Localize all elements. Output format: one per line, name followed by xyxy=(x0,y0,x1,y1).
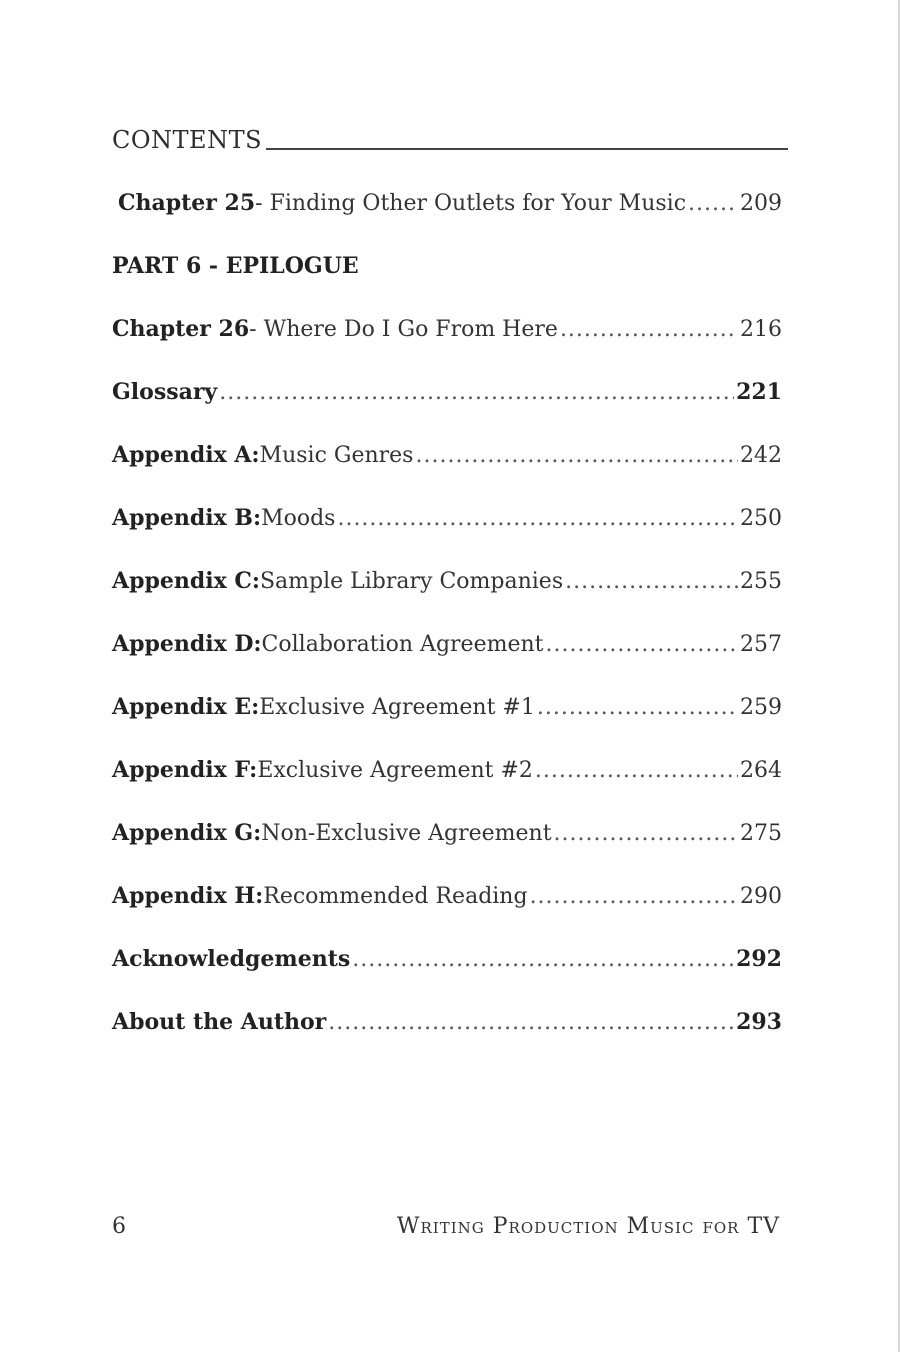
toc-entry-label: Appendix A: xyxy=(112,442,260,468)
toc-entry-appendix-c[interactable] xyxy=(112,563,782,599)
toc-entry-appendix-a[interactable] xyxy=(112,437,782,473)
toc-entry-appendix-f[interactable] xyxy=(112,752,782,788)
toc-entry-label: Appendix G: xyxy=(112,820,262,846)
dot-leader xyxy=(219,375,734,411)
toc-entry-page: 290 xyxy=(740,884,782,909)
toc-entry-page: 209 xyxy=(740,191,782,216)
toc-entry-label: About the Author xyxy=(112,1009,327,1035)
toc-entry-acknowledgements[interactable] xyxy=(112,941,782,977)
part-heading: PART 6 - EPILOGUE xyxy=(112,253,359,279)
header-rule xyxy=(266,148,788,150)
toc-entry-page: 257 xyxy=(740,632,782,657)
toc-entry-title: Exclusive Agreement #2 xyxy=(257,758,533,783)
toc-entry-label: Chapter 26 xyxy=(112,316,250,342)
toc-entry-about-the-author[interactable] xyxy=(112,1004,782,1040)
toc-entry-glossary[interactable] xyxy=(112,374,782,410)
toc-entry-chapter-26[interactable] xyxy=(112,311,782,347)
running-title: Writing Production Music for TV xyxy=(396,1214,780,1239)
toc-entry-page: 250 xyxy=(740,506,782,531)
toc-entry-page: 292 xyxy=(736,946,782,972)
toc-entry-appendix-h[interactable] xyxy=(112,878,782,914)
toc-entry-page: 255 xyxy=(740,569,782,594)
toc-entry-appendix-g[interactable] xyxy=(112,815,782,851)
dot-leader xyxy=(565,564,738,600)
dot-leader xyxy=(328,1005,734,1041)
toc-entry-label: Appendix E: xyxy=(112,694,260,720)
toc-entry-title: Exclusive Agreement #1 xyxy=(259,695,535,720)
toc-entry-appendix-b[interactable] xyxy=(112,500,782,536)
toc-entry-label: Appendix D: xyxy=(112,631,262,657)
toc-entry-title: Non-Exclusive Agreement xyxy=(261,821,552,846)
toc-entry-title: Sample Library Companies xyxy=(259,569,564,594)
toc-entry-page: 293 xyxy=(736,1009,782,1035)
toc-entry-title: Collaboration Agreement xyxy=(261,632,544,657)
toc-entry-title: - Where Do I Go From Here xyxy=(249,317,558,342)
toc-entry-label: Chapter 25 xyxy=(118,190,256,216)
contents-title: CONTENTS xyxy=(112,126,263,154)
toc-entry-label: Appendix B: xyxy=(112,505,262,531)
toc-entry-chapter-25[interactable] xyxy=(118,185,782,221)
dot-leader xyxy=(560,312,738,348)
toc-entry-page: 259 xyxy=(740,695,782,720)
dot-leader xyxy=(545,627,738,663)
dot-leader xyxy=(530,879,738,915)
toc-entry-label: Appendix F: xyxy=(112,757,258,783)
toc-entry-title: Music Genres xyxy=(259,443,414,468)
toc-entry-title: - Finding Other Outlets for Your Music xyxy=(255,191,687,216)
dot-leader xyxy=(688,186,738,222)
page-number: 6 xyxy=(112,1214,126,1239)
contents-header xyxy=(112,126,788,166)
dot-leader xyxy=(415,438,738,474)
toc-entry-page: 216 xyxy=(740,317,782,342)
toc-entry-page: 221 xyxy=(736,379,782,405)
toc-entry-label: Glossary xyxy=(112,379,218,405)
toc-entry-label: Acknowledgements xyxy=(112,946,351,972)
toc-entry-appendix-e[interactable] xyxy=(112,689,782,725)
toc-entry-label: Appendix C: xyxy=(112,568,260,594)
dot-leader xyxy=(554,816,738,852)
dot-leader xyxy=(537,690,738,726)
toc-entry-page: 275 xyxy=(740,821,782,846)
toc-entry-title: Recommended Reading xyxy=(263,884,528,909)
toc-entry-title: Moods xyxy=(261,506,336,531)
dot-leader xyxy=(352,942,734,978)
toc-entry-appendix-d[interactable] xyxy=(112,626,782,662)
dot-leader xyxy=(535,753,738,789)
toc-entry-page: 242 xyxy=(740,443,782,468)
dot-leader xyxy=(337,501,738,537)
toc-entry-page: 264 xyxy=(740,758,782,783)
toc-entry-label: Appendix H: xyxy=(112,883,264,909)
